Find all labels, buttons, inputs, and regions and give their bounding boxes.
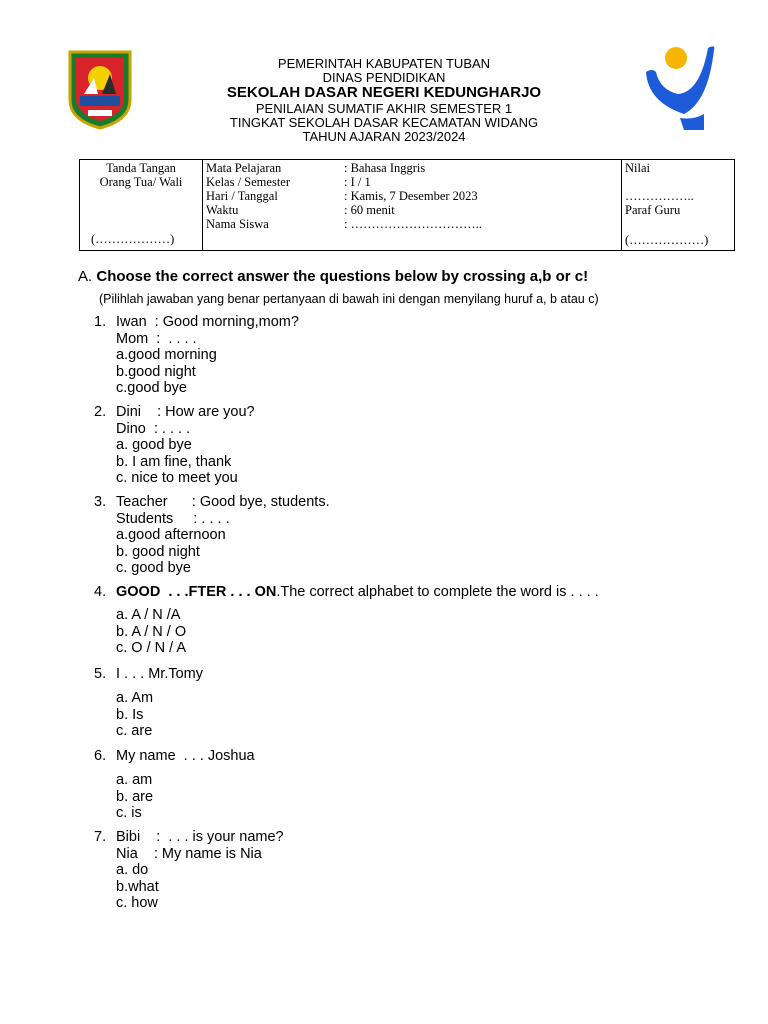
answer-option: c.good bye <box>116 380 187 396</box>
signature-blank: (………………) <box>91 232 175 246</box>
info-value-class: : I / 1 <box>344 175 371 189</box>
student-info-table <box>79 159 735 251</box>
answer-option: c. nice to meet you <box>116 470 238 486</box>
score-blank: …………….. <box>625 189 694 203</box>
section-title: Choose the correct answer the questions below by crossing a,b or c! <box>96 268 589 285</box>
info-value-subject: : Bahasa Inggris <box>344 161 426 175</box>
score-cell <box>622 160 735 251</box>
answer-option: a. good bye <box>116 437 192 453</box>
subject-details-cell <box>203 160 622 251</box>
section-letter: A. <box>78 268 93 285</box>
answer-option: b. A / N / O <box>116 623 187 640</box>
question-text: Iwan : Good morning,mom? <box>116 314 299 330</box>
parent-signature-cell <box>80 160 203 251</box>
question-text: My name . . . Joshua <box>116 748 255 764</box>
answer-option: a. am <box>116 772 153 788</box>
school-name: SEKOLAH DASAR NEGERI KEDUNGHARJO <box>226 84 542 101</box>
year-line: TAHUN AJARAN 2023/2024 <box>302 129 466 144</box>
answer-option: b. are <box>116 788 154 805</box>
answer-option: a. A / N /A <box>116 607 181 623</box>
answer-option: b. I am fine, thank <box>116 453 232 470</box>
info-label-time: Waktu <box>206 203 239 217</box>
teacher-initial-label: Paraf Guru <box>625 203 681 217</box>
question-text: Students : . . . . <box>116 510 230 527</box>
answer-option: b.good night <box>116 363 196 380</box>
info-label-class: Kelas / Semester <box>206 175 291 189</box>
level-line: TINGKAT SEKOLAH DASAR KECAMATAN WIDANG <box>229 115 539 130</box>
info-label-name: Nama Siswa <box>206 217 269 231</box>
question-text: Dini : How are you? <box>116 404 255 420</box>
question-word-puzzle: GOOD . . .FTER . . . ON <box>116 584 277 600</box>
answer-option: c. is <box>116 805 142 821</box>
info-label-subject: Mata Pelajaran <box>206 161 282 175</box>
score-label: Nilai <box>625 161 650 175</box>
answer-option: a.good morning <box>116 347 217 363</box>
info-value-date: : Kamis, 7 Desember 2023 <box>344 189 478 203</box>
gov-line: PEMERINTAH KABUPATEN TUBAN <box>277 56 491 71</box>
answer-option: c. how <box>116 895 158 911</box>
assessment-line: PENILAIAN SUMATIF AKHIR SEMESTER 1 <box>255 101 513 116</box>
question-number: 1. <box>94 314 107 330</box>
question-text <box>116 584 599 601</box>
question-text: Teacher : Good bye, students. <box>116 494 330 510</box>
question-number: 7. <box>94 829 107 845</box>
signature-label-2: Orang Tua/ Wali <box>99 175 183 189</box>
info-label-date: Hari / Tanggal <box>206 189 278 203</box>
question-text: I . . . Mr.Tomy <box>116 666 204 682</box>
answer-option: b.what <box>116 878 159 895</box>
answer-option: a.good afternoon <box>116 527 226 543</box>
question-text: Bibi : . . . is your name? <box>116 829 284 845</box>
teacher-initial-blank: (………………) <box>625 233 709 247</box>
department-line: DINAS PENDIDIKAN <box>322 70 446 85</box>
question-number: 3. <box>94 494 107 510</box>
answer-option: a. Am <box>116 690 154 706</box>
section-heading <box>78 268 588 285</box>
signature-label-1: Tanda Tangan <box>106 161 176 175</box>
answer-option: c. O / N / A <box>116 640 187 656</box>
question-text: Dino : . . . . <box>116 420 191 437</box>
section-subtitle: (Pilihlah jawaban yang benar pertanyaan di bawah ini dengan menyilang huruf a, b atau c) <box>99 292 599 306</box>
question-number: 5. <box>94 666 107 682</box>
info-value-time: : 60 menit <box>344 203 395 217</box>
question-number: 2. <box>94 404 107 420</box>
answer-option: c. are <box>116 723 153 739</box>
question-number: 6. <box>94 748 107 764</box>
answer-option: b. Is <box>116 706 144 723</box>
answer-option: c. good bye <box>116 560 191 576</box>
answer-option: a. do <box>116 862 149 878</box>
question-number: 4. <box>94 584 107 600</box>
question-text: Nia : My name is Nia <box>116 845 262 862</box>
question-rest: .The correct alphabet to complete the word is . . . . <box>276 584 599 600</box>
answer-option: b. good night <box>116 543 200 560</box>
info-value-name: : ………………………….. <box>344 217 482 231</box>
question-text: Mom : . . . . <box>116 330 197 347</box>
